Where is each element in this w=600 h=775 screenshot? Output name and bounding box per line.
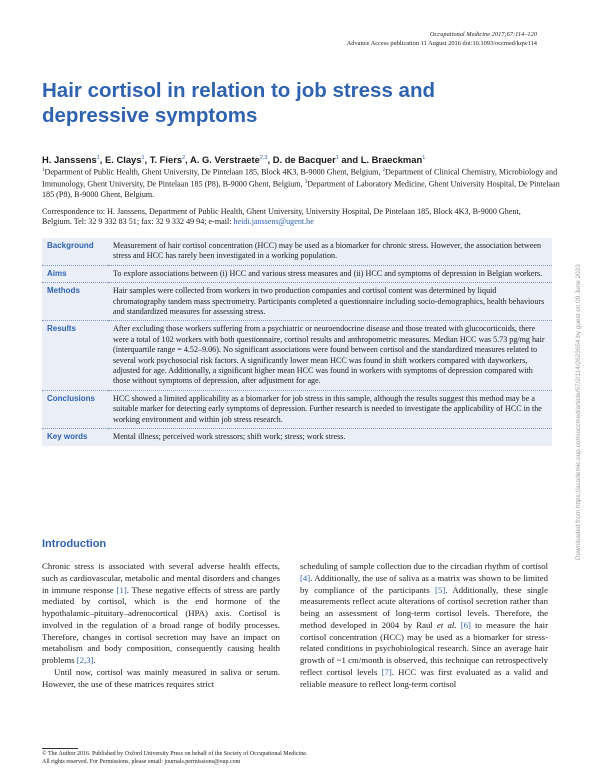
abstract-label: Results: [42, 321, 108, 390]
correspondence-email-link[interactable]: heidi.janssens@ugent.be: [233, 217, 314, 227]
author-name: A. G. Verstraete: [190, 154, 260, 166]
author-separator: ,: [144, 154, 150, 166]
body-paragraph: [42, 561, 280, 667]
article-title: Hair cortisol in relation to job stress and depressive symptoms: [42, 79, 435, 127]
body-text: scheduling of sample collection due to the circadian rhythm of cortisol: [300, 561, 548, 571]
body-paragraph: [300, 561, 548, 690]
affiliation-number: 2: [382, 168, 386, 173]
abstract-row-background: [42, 238, 552, 265]
affiliations: [42, 166, 562, 201]
citation-link[interactable]: [6]: [460, 619, 471, 630]
citation-link[interactable]: [1]: [116, 584, 127, 595]
author-affiliation-sup: 1: [96, 155, 100, 161]
author-name: T. Fiers: [149, 154, 183, 166]
author-affiliation-sup: 2: [182, 155, 186, 161]
abstract-text: After excluding those workers suffering from a psychiatric or neuroendocrine disease and those treated with glucocorticoids, there were a total of 102 workers with both questionnaire, cortisol results and anthropometric measures. Median HCC was 5.73 pg/mg hair (interquartile range = 4.52–9.06). No significant associations were found between cortisol and the standardized measures related to several work psychosocial risk factors. A significantly lower mean HCC was found in shift workers compared with dayworkers, adjusted for age. Additionally, a significant higher mean HCC was found in workers with symptoms of depression compared with those without symptoms of depression, after adjustment for age.: [108, 321, 552, 390]
body-text: . HCC was first evaluated as a valid and reliable measure to reflect long-term cortisol: [300, 666, 548, 689]
footnote-rule: [42, 748, 78, 749]
abstract-label: Conclusions: [42, 390, 108, 428]
author-name: E. Clays: [105, 154, 142, 166]
abstract-text: Mental illness; perceived work stressors; shift work; stress; work stress.: [113, 432, 346, 442]
abstract-row-methods: [42, 283, 552, 321]
journal-citation: Occupational Medicine 2017;67:114–120: [429, 31, 537, 38]
abstract-label: Key words: [47, 432, 88, 442]
body-text: . Additionally, these single measurements reflect acute alterations of cortisol secretion rather than being an assessment of long-term cortisol levels. Therefore, the method developed in 2004 by Raul: [300, 584, 548, 630]
abstract-row-keywords: [42, 429, 552, 446]
correspondence: [42, 207, 552, 228]
citation-link[interactable]: [4]: [300, 572, 311, 583]
author-separator: ,: [185, 154, 191, 166]
copyright-footer: [42, 751, 522, 766]
section-heading-introduction: Introduction: [42, 538, 107, 550]
body-column-right: [300, 561, 548, 690]
abstract-label: Methods: [42, 283, 108, 321]
author-name: H. Janssens: [42, 154, 97, 166]
abstract-row-aims: [42, 265, 552, 282]
structured-abstract: [42, 238, 552, 446]
author-name: L. Braeckman: [360, 154, 423, 166]
abstract-text: To explore associations between (i) HCC and various stress measures and (ii) HCC and symptoms of depression in Belgian workers.: [108, 265, 552, 282]
body-text-italic: et al.: [437, 619, 457, 630]
author-separator: ,: [99, 154, 105, 166]
author-affiliation-sup: 2,3: [259, 155, 268, 161]
body-text: .: [93, 655, 96, 665]
copyright-line: © The Author 2016. Published by Oxford University Press on behalf of the Society of Occupational Medicine.: [42, 751, 308, 757]
body-text: to measure the hair cortisol concentration (HCC) may be used as a biomarker for stress-related conditions in psychobiological research. Since an average hair growth of ~1 cm/month is observed, this technique can retrospectively reflect cortisol levels: [300, 619, 548, 677]
download-watermark: Downloaded from https://academic.oup.com/occmed/article/67/2/114/2623654 by guest on 09 June 2023: [575, 264, 582, 560]
advance-access-line: Advance Access publication 11 August 2016 doi:10.1093/occmed/kqw114: [346, 40, 537, 47]
running-header: [347, 30, 537, 48]
abstract-row-conclusions: [42, 390, 552, 428]
abstract-row-results: [42, 321, 552, 390]
author-affiliation-sup: 1: [141, 155, 145, 161]
author-separator: ,: [267, 154, 273, 166]
body-text: . Additionally, the use of saliva as a matrix was shown to be limited by compliance of the participants: [300, 572, 548, 595]
citation-link[interactable]: [2,3]: [76, 655, 94, 665]
author-affiliation-sup: 1: [335, 155, 339, 161]
abstract-text: Measurement of hair cortisol concentration (HCC) may be used as a biomarker for chronic stress. However, the association between stress and HCC has rarely been investigated in a working population.: [108, 238, 552, 265]
author-separator: and: [338, 154, 361, 166]
abstract-text: Hair samples were collected from workers in two production companies and cortisol content was determined by liquid chromatography tandem mass spectrometry. Participants completed a questionnaire including socio-demographics, health behaviours and standardized measures for assessing stress.: [108, 283, 552, 321]
abstract-text: HCC showed a limited applicability as a biomarker for job stress in this sample, although the results suggest this method may be a suitable marker for detecting early symptoms of depression. Further research is needed to investigate the applicability of HCC in the working environment and within job stress research.: [108, 390, 552, 428]
citation-link[interactable]: [7]: [381, 666, 392, 677]
affiliation-text: Department of Laboratory Medicine, Ghent University Hospital, De Pintelaan 185 (P8), B-9000 Ghent, Belgium.: [42, 179, 560, 200]
body-column-left: [42, 561, 280, 690]
correspondence-text: Correspondence to: H. Janssens, Department of Public Health, Ghent University, University Hospital, De Pintelaan 185, Block 4K3, B-9000 Ghent, Belgium. Tel: 32 9 332 83 51; fax: 32 9 332 49 94; e-mail:: [42, 207, 521, 227]
affiliation-text: Department of Public Health, Ghent University, De Pintelaan 185, Block 4K3, B-9000 Ghent, Belgium,: [44, 167, 383, 177]
abstract-label: Background: [42, 238, 108, 265]
affiliation-text: Department of Clinical Chemistry, Microbiology and Immunology, Ghent University, De Pintelaan 185 (P8), B-9000 Ghent, Belgium,: [42, 167, 558, 189]
abstract-label: Aims: [42, 265, 108, 282]
body-text: Chronic stress is associated with several adverse health effects, such as cardiovascular, metabolic and mental disorders and changes in immune response: [42, 561, 280, 595]
affiliation-number: 1: [42, 168, 45, 173]
author-name: D. de Bacquer: [272, 154, 336, 166]
body-text: . These negative effects of stress are partly mediated by cortisol, which is the end hormone of the hypothalamic–pituitary–adrenocortical (HPA) axis. Cortisol is involved in the regulation of a broad range of bodily processes. Therefore, changes in cortisol secretion may have an impact on metabolism and body composition, consequently causing health problems: [42, 584, 280, 665]
author-list: [42, 152, 562, 166]
affiliation-number: 3: [304, 180, 308, 186]
author-affiliation-sup: 1: [422, 155, 426, 161]
permissions-line: All rights reserved. For Permissions, please email: journals.permissions@oup.com: [42, 758, 241, 765]
citation-link[interactable]: [5]: [435, 584, 446, 595]
body-paragraph: Until now, cortisol was mainly measured in saliva or serum. However, the use of these matrices requires strict: [42, 666, 280, 689]
